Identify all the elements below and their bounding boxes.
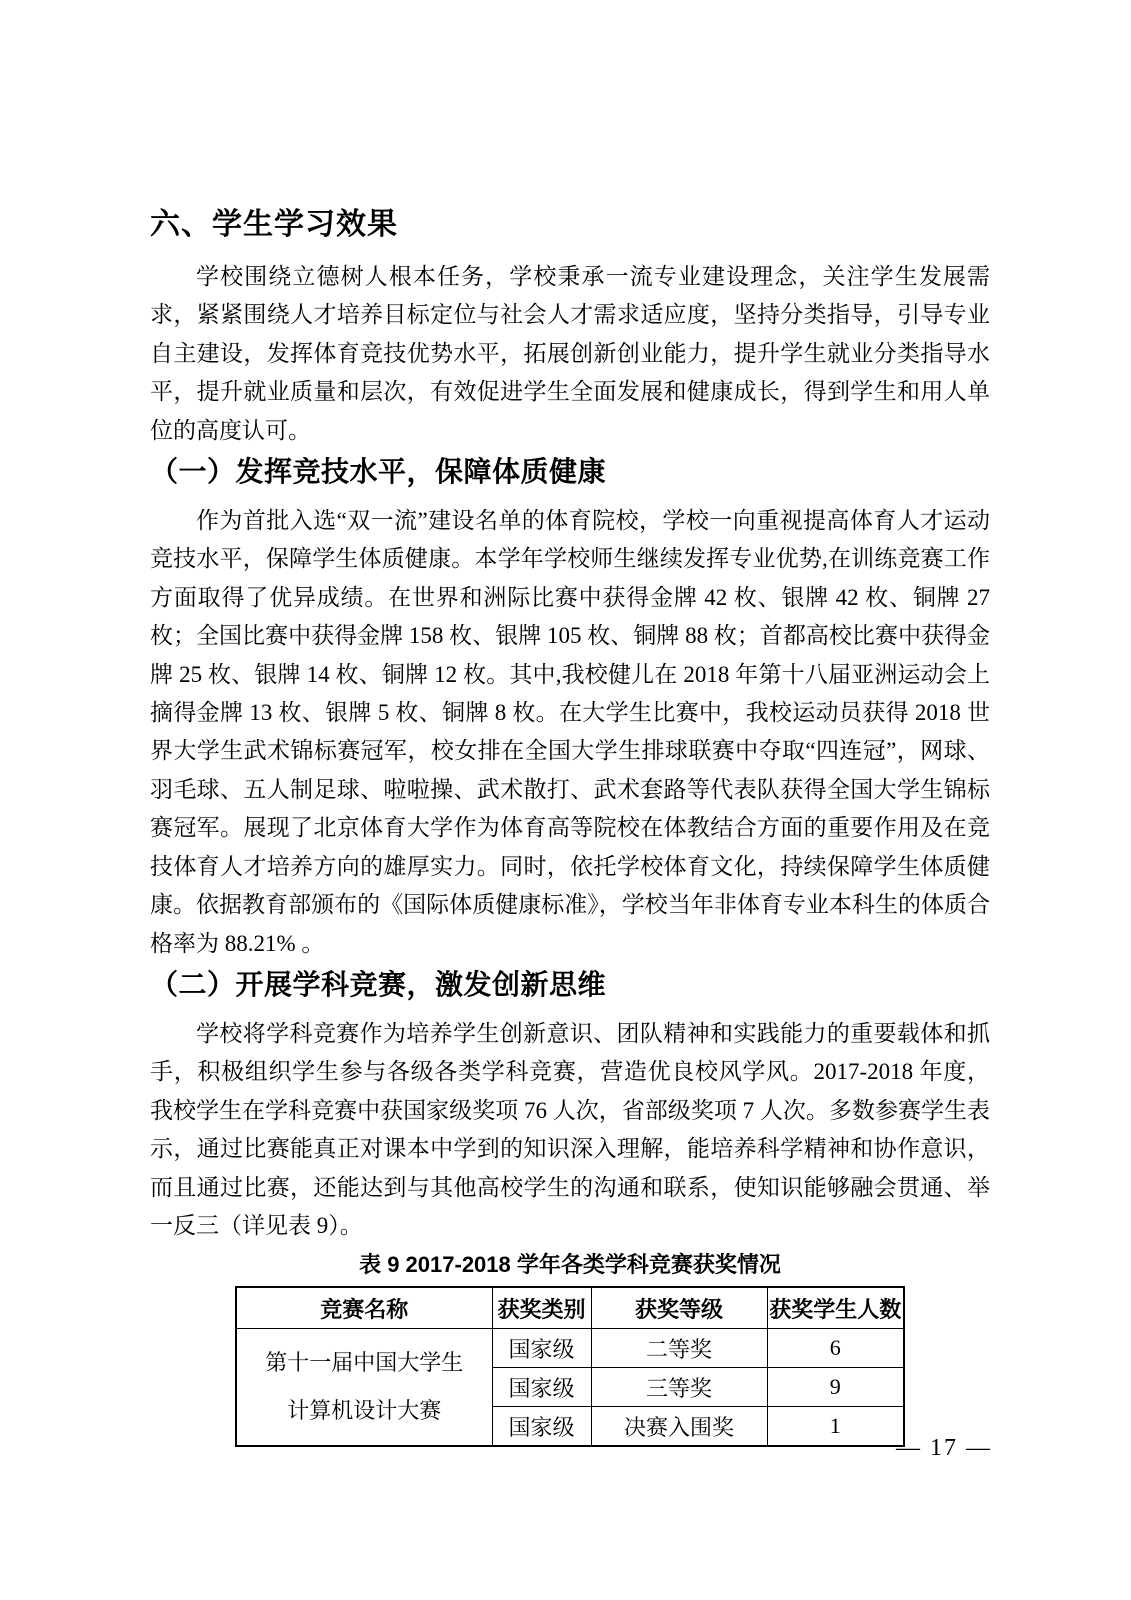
award-grade-cell: 二等奖 [591, 1329, 767, 1368]
section-2-heading: （二）开展学科竞赛，激发创新思维 [150, 968, 607, 1000]
award-grade-cell: 三等奖 [591, 1368, 767, 1407]
column-header-award-grade: 获奖等级 [591, 1287, 767, 1329]
section-2-paragraph: 学校将学科竞赛作为培养学生创新意识、团队精神和实践能力的重要载体和抓手，积极组织学生参与各级各类学科竞赛，营造优良校风学风。2017-2018 年度，我校学生在学科竞赛中获国家级奖项 76 人次，省部级奖项 7 人次。多数参赛学生表示，通过比赛能真正对课本中学到的知识深入理解，能培养科学精神和协作意识，而且通过比赛，还能达到与其他高校学生的沟通和联系，使知识能够融会贯通、举一反三（详见表 9）。 [150, 1020, 990, 1238]
table-caption: 表 9 2017-2018 学年各类学科竞赛获奖情况 [359, 1252, 781, 1278]
award-grade-cell: 决赛入围奖 [591, 1407, 767, 1447]
competition-name-cell [236, 1329, 492, 1447]
page-title: 六、学生学习效果 [150, 208, 398, 241]
student-count-cell: 6 [767, 1329, 904, 1368]
awards-table [235, 1286, 905, 1447]
award-category-cell: 国家级 [492, 1407, 591, 1447]
page-number: — 17 — [896, 1435, 992, 1461]
section-1-paragraph: 作为首批入选“双一流”建设名单的体育院校，学校一向重视提高体育人才运动竞技水平，保障学生体质健康。本学年学校师生继续发挥专业优势,在训练竞赛工作方面取得了优异成绩。在世界和洲际比赛中获得金牌 42 枚、银牌 42 枚、铜牌 27 枚；全国比赛中获得金牌 158 枚、银牌 105 枚、铜牌 88 枚；首都高校比赛中获得金牌 25 枚、银牌 14 枚、铜牌 12 枚。其中,我校健儿在 2018 年第十八届亚洲运动会上摘得金牌 13 枚、银牌 5 枚、铜牌 8 枚。在大学生比赛中，我校运动员获得 2018 世界大学生武术锦标赛冠军，校女排在全国大学生排球联赛中夺取“四连冠”，网球、羽毛球、五人制足球、啦啦操、武术散打、武术套路等代表队获得全国大学生锦标赛冠军。展现了北京体育大学作为体育高等院校在体教结合方面的重要作用及在竞技体育人才培养方向的雄厚实力。同时，依托学校体育文化，持续保障学生体质健康。依据教育部颁布的《国际体质健康标准》，学校当年非体育专业本科生的体质合格率为 88.21% 。 [150, 508, 990, 956]
student-count-cell: 1 [767, 1407, 904, 1447]
award-category-cell: 国家级 [492, 1329, 591, 1368]
section-1-heading: （一）发挥竞技水平，保障体质健康 [150, 456, 607, 488]
table-row [236, 1329, 904, 1368]
competition-name-line2: 计算机设计大赛 [287, 1398, 442, 1424]
student-count-cell: 9 [767, 1368, 904, 1407]
column-header-award-category: 获奖类别 [492, 1287, 591, 1329]
table-header-row [236, 1287, 904, 1329]
intro-paragraph: 学校围绕立德树人根本任务，学校秉承一流专业建设理念，关注学生发展需求，紧紧围绕人才培养目标定位与社会人才需求适应度，坚持分类指导，引导专业自主建设，发挥体育竞技优势水平，拓展创新创业能力，提升学生就业分类指导水平，提升就业质量和层次，有效促进学生全面发展和健康成长，得到学生和用人单位的高度认可。 [150, 264, 990, 443]
column-header-student-count: 获奖学生人数 [767, 1287, 904, 1329]
column-header-competition-name: 竞赛名称 [236, 1287, 492, 1329]
competition-name-line1: 第十一届中国大学生 [265, 1350, 464, 1376]
award-category-cell: 国家级 [492, 1368, 591, 1407]
